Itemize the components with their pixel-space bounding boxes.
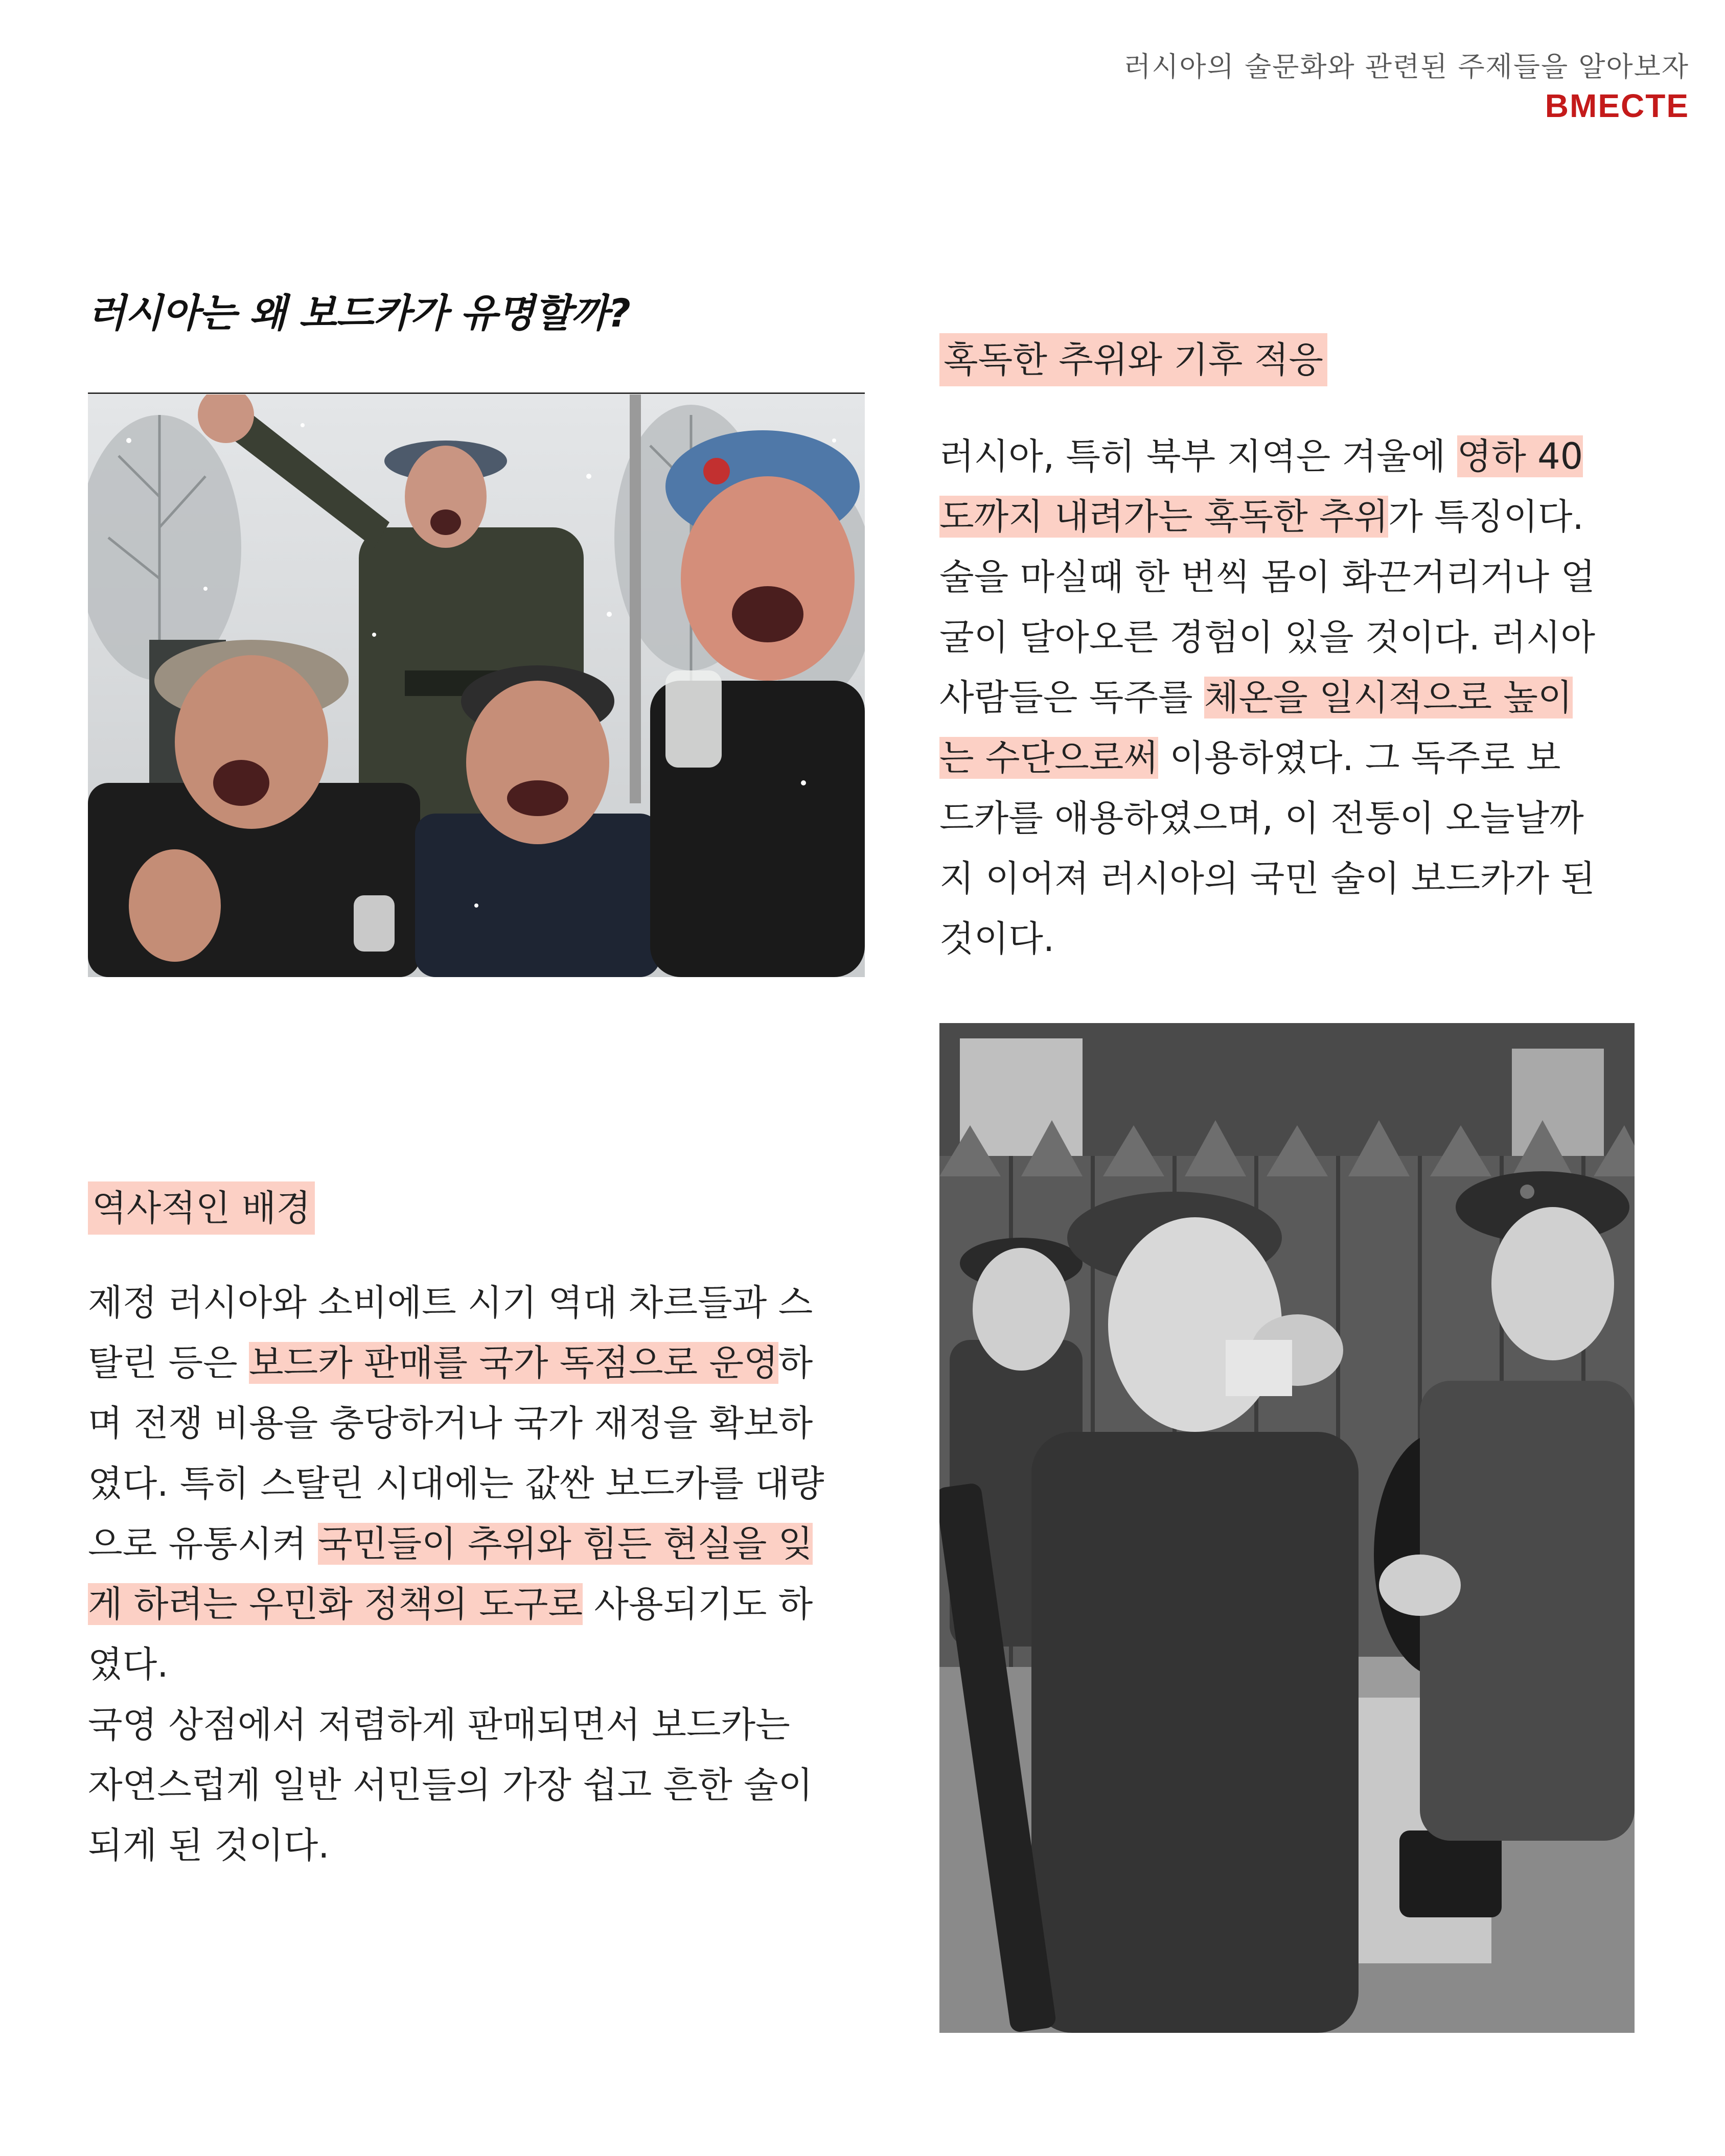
text-segment: 였다. 특히 스탈린 시대에는 값싼 보드카를 대량 <box>88 1463 824 1504</box>
text-segment: 사용되기도 하 <box>583 1583 813 1625</box>
text-line <box>88 1453 885 1514</box>
text-line <box>939 607 1655 667</box>
photo-soldiers-drinking <box>939 1023 1635 2033</box>
text-segment: 되게 된 것이다. <box>88 1824 330 1866</box>
text-line <box>88 1815 885 1875</box>
text-segment: 굴이 달아오른 경험이 있을 것이다. 러시아 <box>939 616 1596 658</box>
text-segment: 것이다. <box>939 918 1055 960</box>
brand-logo: BMECTE <box>1545 87 1689 124</box>
highlighted-phrase: 게 하려는 우민화 정책의 도구로 <box>88 1583 583 1625</box>
text-segment: 으로 유통시켜 <box>88 1523 318 1565</box>
photo-men-celebrating-in-snow <box>88 395 865 977</box>
text-line <box>939 728 1655 788</box>
text-segment: 자연스럽게 일반 서민들의 가장 쉽고 흔한 술이 <box>88 1764 813 1806</box>
text-line <box>939 667 1655 728</box>
text-segment: 사람들은 독주를 <box>939 677 1204 718</box>
highlighted-phrase: 보드카 판매를 국가 독점으로 운영 <box>248 1342 778 1384</box>
text-line <box>88 1755 885 1815</box>
title-divider <box>88 392 865 394</box>
article-title: 러시아는 왜 보드카가 유명할까? <box>88 290 630 336</box>
text-line <box>939 486 1655 547</box>
text-line <box>939 848 1655 909</box>
text-line <box>88 1333 885 1393</box>
text-line <box>88 1634 885 1695</box>
text-segment: 지 이어져 러시아의 국민 술이 보드카가 된 <box>939 857 1596 899</box>
text-line <box>88 1514 885 1574</box>
section-heading-cold-climate: 혹독한 추위와 기후 적응 <box>939 333 1327 386</box>
text-segment: 러시아, 특히 북부 지역은 겨울에 <box>939 435 1457 477</box>
section-heading-history: 역사적인 배경 <box>88 1181 315 1235</box>
text-line <box>88 1574 885 1634</box>
text-segment: 며 전쟁 비용을 충당하거나 국가 재정을 확보하 <box>88 1402 813 1444</box>
text-line <box>88 1272 885 1333</box>
text-segment: 였다. <box>88 1643 169 1685</box>
highlighted-phrase: 는 수단으로써 <box>939 737 1158 779</box>
text-segment: 술을 마실때 한 번씩 몸이 화끈거리거나 얼 <box>939 556 1596 598</box>
highlighted-phrase: 국민들이 추위와 힘든 현실을 잊 <box>318 1523 813 1565</box>
text-line <box>939 547 1655 607</box>
text-line <box>88 1393 885 1453</box>
text-line <box>939 909 1655 969</box>
text-segment: 제정 러시아와 소비에트 시기 역대 차르들과 스 <box>88 1282 813 1324</box>
header-subtitle: 러시아의 술문화와 관련된 주제들을 알아보자 <box>1124 51 1689 83</box>
section-body-cold-climate <box>939 426 1655 969</box>
highlighted-phrase: 도까지 내려가는 혹독한 추위 <box>939 496 1389 538</box>
text-segment: 가 특징이다. <box>1388 496 1584 538</box>
highlighted-phrase: 영하 40 <box>1457 435 1583 477</box>
highlighted-phrase: 체온을 일시적으로 높이 <box>1204 677 1573 718</box>
text-line <box>88 1695 885 1755</box>
section-body-history <box>88 1272 885 1875</box>
text-segment: 이용하였다. 그 독주로 보 <box>1158 737 1561 779</box>
text-segment: 국영 상점에서 저렴하게 판매되면서 보드카는 <box>88 1704 790 1746</box>
text-segment: 탈린 등은 <box>88 1342 249 1384</box>
text-line <box>939 788 1655 848</box>
text-line <box>939 426 1655 486</box>
text-segment: 하 <box>778 1342 813 1384</box>
text-segment: 드카를 애용하였으며, 이 전통이 오늘날까 <box>939 797 1584 839</box>
